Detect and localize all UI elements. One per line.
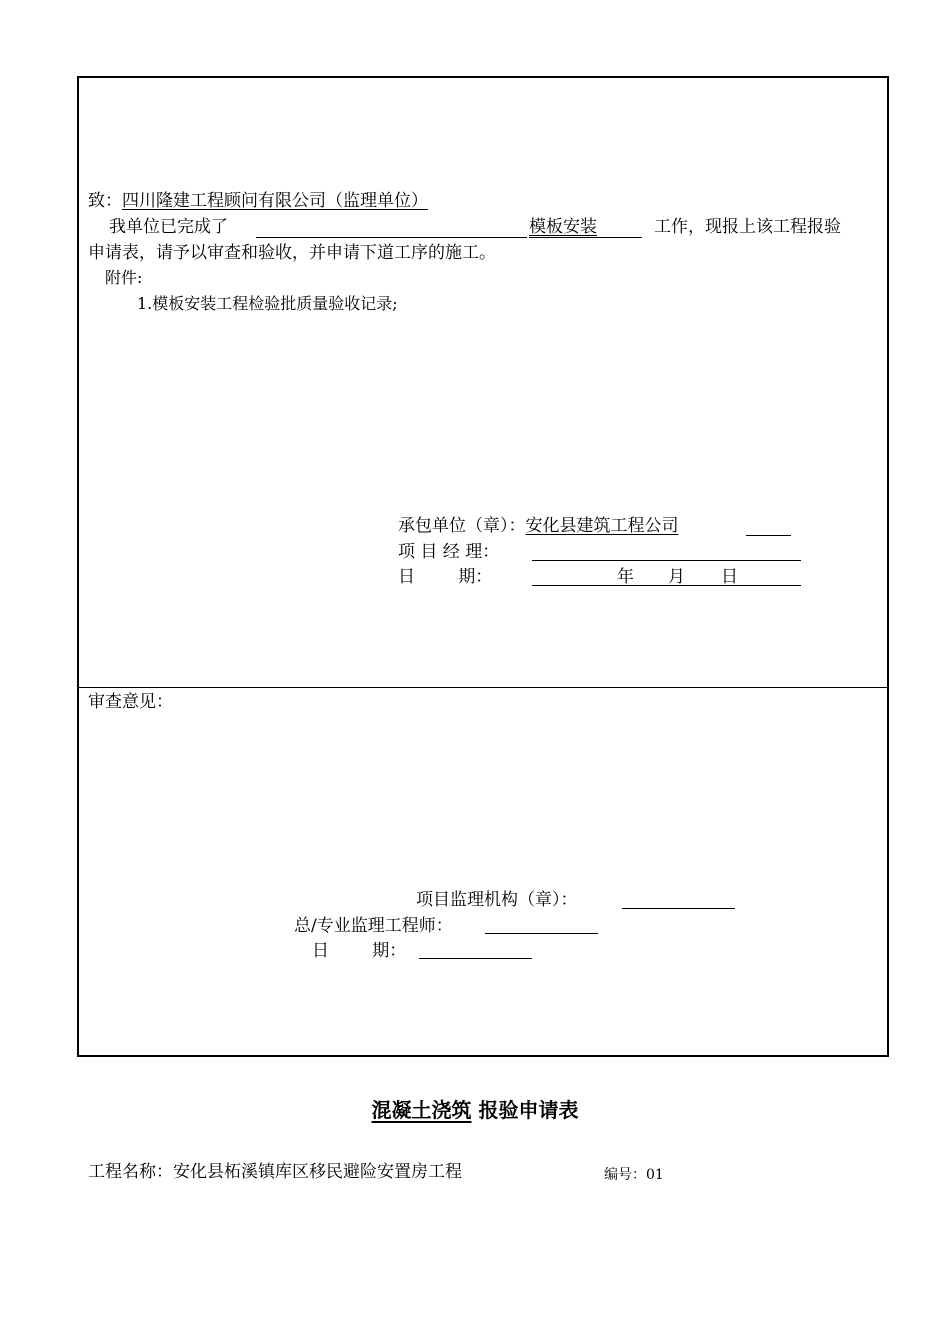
- supervisor-suffix: （监理单位）: [326, 191, 428, 211]
- form-title-project-type: 混凝土浇筑: [371, 1098, 472, 1122]
- form-title: [0, 1096, 950, 1124]
- project-manager-label: 项 目 经 理：: [398, 542, 500, 562]
- application-line2: 申请表，请予以审查和验收，并申请下道工序的施工。: [88, 243, 496, 263]
- supervising-engineer-label: 总/专业监理工程师：: [294, 916, 453, 936]
- supervision-agency-label: 项目监理机构（章）：: [416, 890, 578, 910]
- project-name: 安化县柘溪镇库区移民避险安置房工程: [173, 1162, 462, 1182]
- supervision-agency-line: [622, 908, 735, 909]
- project-name-line: [88, 1160, 462, 1184]
- apply-date-month: 月: [668, 567, 685, 587]
- inspection-form-box: [77, 76, 889, 1057]
- project-name-label: 工程名称：: [88, 1162, 173, 1182]
- to-prefix: 致：: [88, 191, 122, 211]
- review-date-label: 日 期：: [312, 941, 407, 961]
- review-date-line: [419, 958, 532, 959]
- form-title-suffix: 报验申请表: [478, 1098, 579, 1122]
- attachment-label: 附件:: [105, 268, 143, 287]
- project-manager-line: [532, 560, 801, 561]
- apply-date-label: 日 期：: [398, 567, 493, 587]
- contractor-label: 承包单位（章）：: [398, 516, 526, 536]
- form-number-value: 01: [646, 1167, 664, 1183]
- form-number-label: 编号：: [604, 1167, 646, 1183]
- completed-blank-line: [256, 237, 527, 238]
- to-line: [88, 189, 428, 213]
- work-item-underline: [529, 237, 642, 238]
- completed-suffix: 工作，现报上该工程报验: [654, 217, 841, 237]
- apply-date-line: [532, 585, 801, 586]
- work-item: 模板安装: [529, 217, 597, 237]
- review-opinion-label: 审查意见：: [88, 692, 173, 712]
- contractor-name: 安化县建筑工程公司: [525, 516, 679, 536]
- attachment-item: 1.模板安装工程检验批质量验收记录;: [137, 294, 398, 313]
- supervising-engineer-line: [485, 933, 598, 934]
- supervisor-company: 四川隆建工程顾问有限公司: [122, 191, 326, 211]
- contractor-underline-tail: [746, 535, 791, 536]
- contractor-line: [398, 514, 679, 538]
- completed-prefix: 我单位已完成了: [109, 217, 228, 237]
- apply-date-year: 年: [617, 567, 634, 587]
- form-number: [604, 1163, 664, 1187]
- section-divider: [79, 687, 887, 688]
- apply-date-day: 日: [721, 567, 738, 587]
